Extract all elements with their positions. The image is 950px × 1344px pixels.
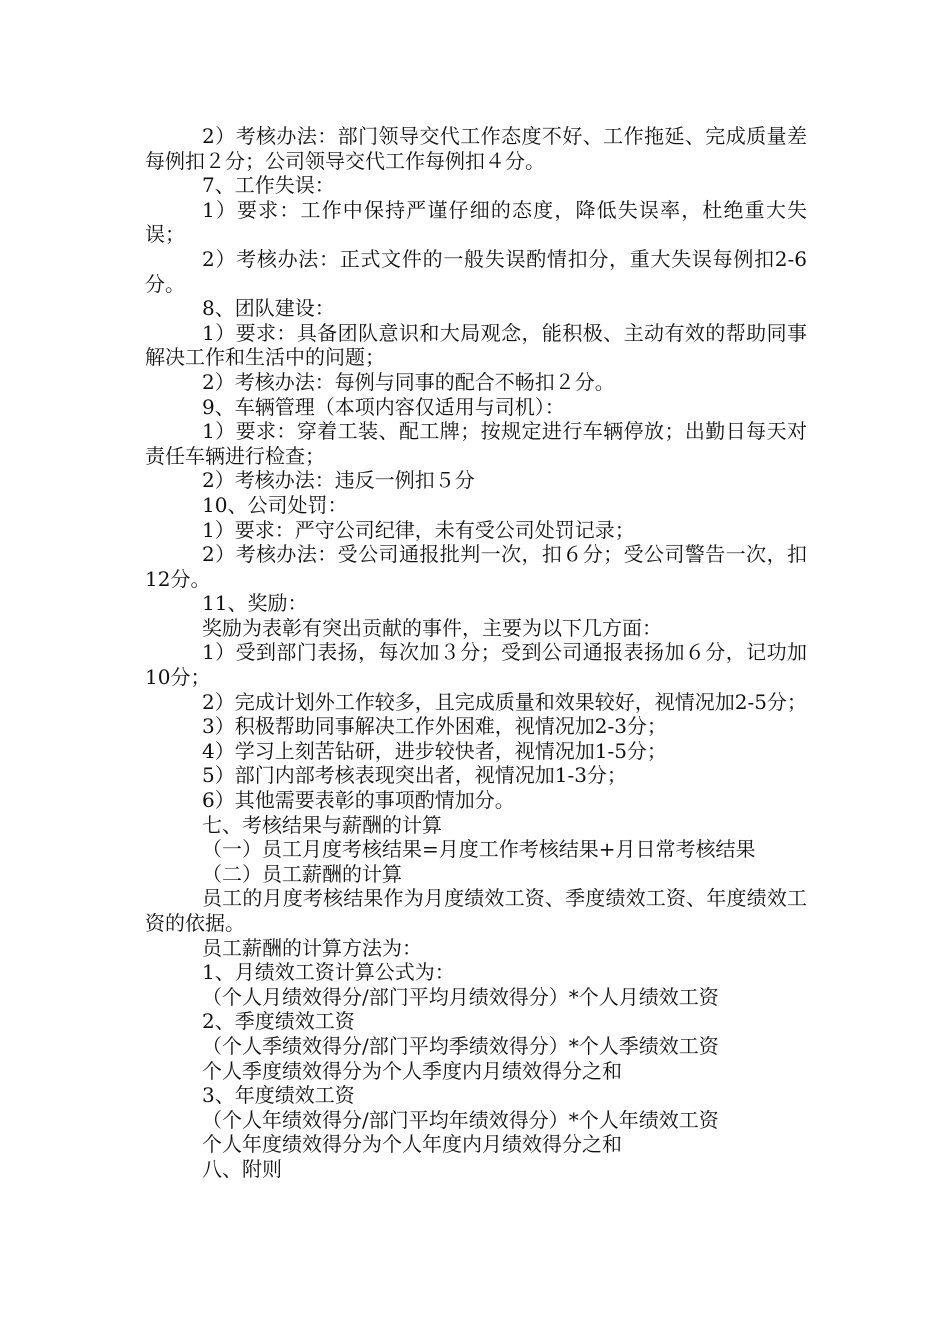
paragraph: 个人年度绩效得分为个人年度内月绩效得分之和 [202,1132,622,1157]
section-heading: 10、公司处罚： [202,492,348,517]
paragraph: 员工的月度考核结果作为月度绩效工资、季度绩效工资、年度绩效工资的依据。 [145,886,807,935]
paragraph: 1）要求：穿着工装、配工牌；按规定进行车辆停放；出勤日每天对责任车辆进行检查； [145,419,807,468]
section-heading: 8、团队建设： [202,296,335,321]
chapter-heading: 七、考核结果与薪酬的计算 [202,812,442,837]
paragraph: 2）考核办法：每例与同事的配合不畅扣２分。 [202,369,615,394]
section-heading: 1、月绩效工资计算公式为： [202,960,455,985]
paragraph: 2）考核办法：违反一例扣５分 [202,468,475,493]
paragraph: （一）员工月度考核结果=月度工作考核结果+月日常考核结果 [202,837,756,862]
section-heading: 11、奖励： [202,591,308,616]
section-heading: 2、季度绩效工资 [202,1009,355,1034]
paragraph: 4）学习上刻苦钻研，进步较快者，视情况加1-5分； [202,738,667,763]
paragraph: 2）考核办法：受公司通报批判一次，扣６分；受公司警告一次，扣12分。 [145,542,807,591]
paragraph: 奖励为表彰有突出贡献的事件，主要为以下几方面： [202,615,662,640]
paragraph: 1）要求：严守公司纪律，未有受公司处罚记录； [202,517,635,542]
paragraph: 个人季度绩效得分为个人季度内月绩效得分之和 [202,1058,622,1083]
paragraph: 5）部门内部考核表现突出者，视情况加1-3分； [202,763,627,788]
paragraph: 3）积极帮助同事解决工作外困难，视情况加2-3分； [202,714,667,739]
formula: （个人年绩效得分/部门平均年绩效得分）*个人年绩效工资 [202,1107,719,1132]
section-heading: 9、车辆管理（本项内容仅适用与司机）： [202,394,565,419]
paragraph: 1）受到部门表扬，每次加３分；受到公司通报表扬加６分，记功加10分； [145,640,807,690]
formula: （个人季绩效得分/部门平均季绩效得分）*个人季绩效工资 [202,1033,719,1058]
formula: （个人月绩效得分/部门平均月绩效得分）*个人月绩效工资 [202,984,719,1009]
paragraph: 2）考核办法：正式文件的一般失误酌情扣分，重大失误每例扣2-6分。 [145,246,807,296]
section-heading: （二）员工薪酬的计算 [202,861,402,886]
section-heading: 7、工作失误： [202,173,335,198]
paragraph: 2）考核办法：部门领导交代工作态度不好、工作拖延、完成质量差每例扣２分；公司领导交代工作每例扣４分。 [145,124,807,173]
paragraph: 2）完成计划外工作较多，且完成质量和效果较好，视情况加2-5分； [202,689,807,714]
paragraph: 1）要求：具备团队意识和大局观念，能积极、主动有效的帮助同事解决工作和生活中的问题； [145,320,807,370]
document-body [145,124,807,1182]
section-heading: 3、年度绩效工资 [202,1083,355,1108]
paragraph: 员工薪酬的计算方法为： [202,935,422,960]
paragraph: 1）要求：工作中保持严谨仔细的态度，降低失误率，杜绝重大失误； [145,197,807,247]
chapter-heading: 八、附则 [202,1156,282,1181]
paragraph: 6）其他需要表彰的事项酌情加分。 [202,788,515,813]
